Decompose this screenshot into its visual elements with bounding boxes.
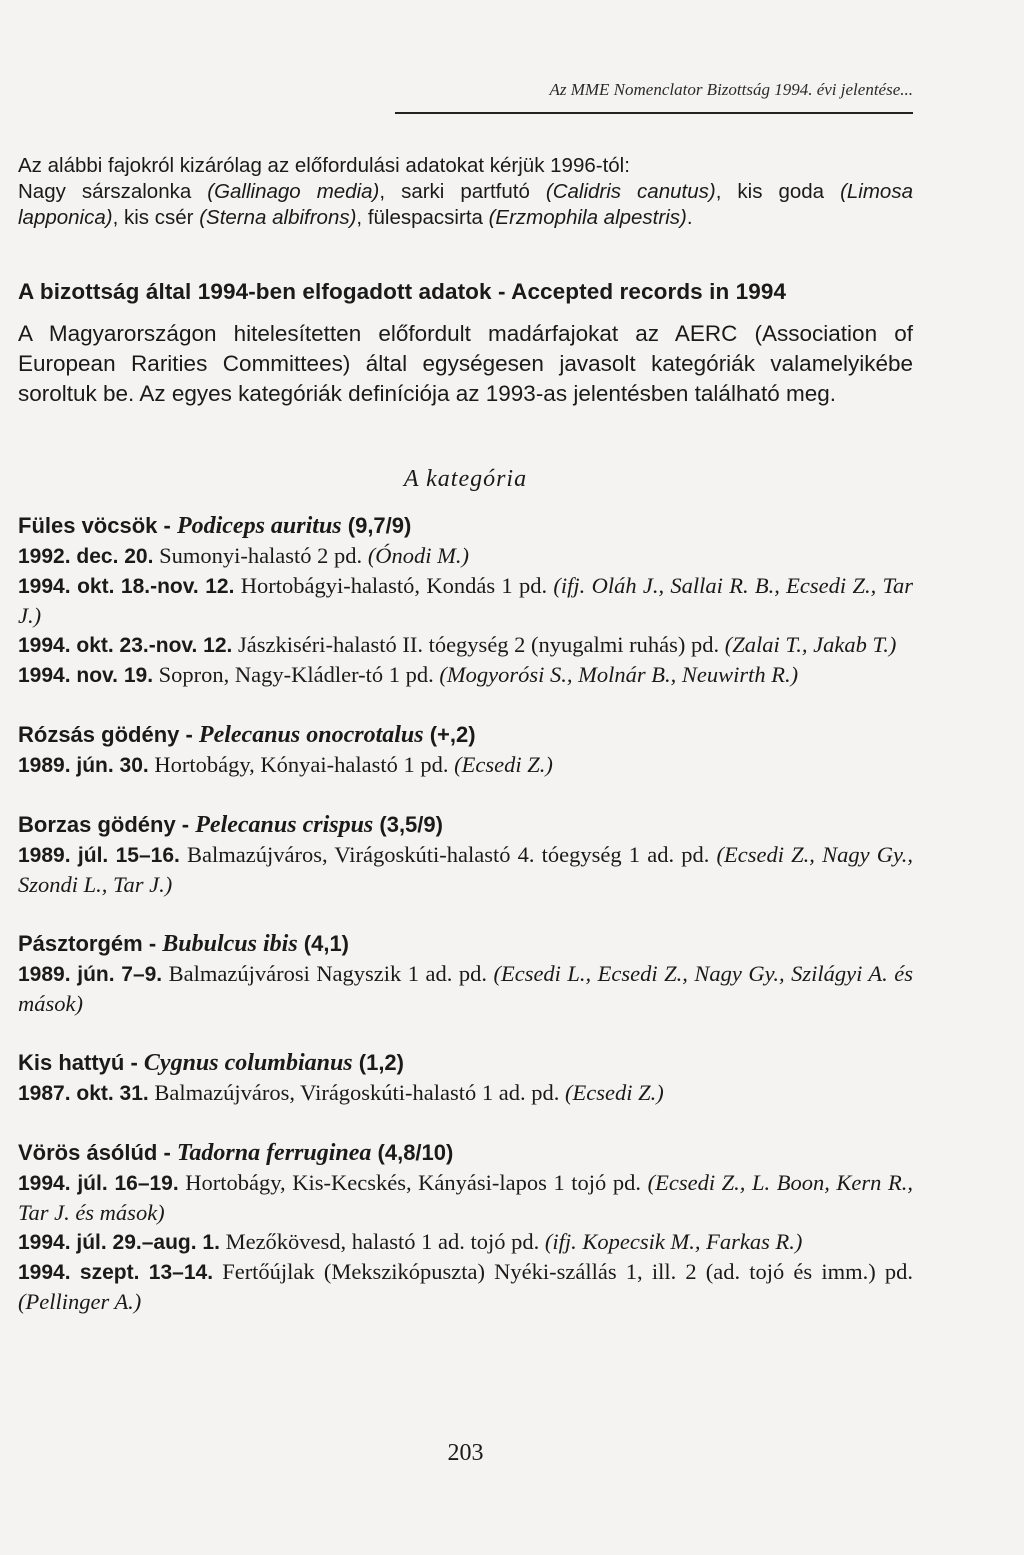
record-observers: (Zalai T., Jakab T.) [724, 632, 897, 657]
record-entry [18, 840, 913, 899]
record-observers: (Ecsedi Z., Nagy Gy., Szondi L., Tar J.) [18, 842, 913, 897]
record-date: 1994. okt. 23.-nov. 12. [18, 634, 233, 657]
record-date: 1994. júl. 29.–aug. 1. [18, 1231, 220, 1254]
species-records [18, 511, 913, 1346]
record-date: 1994. okt. 18.-nov. 12. [18, 575, 235, 598]
species-count: (4,1) [297, 931, 350, 956]
intro-species-name: kis csér [124, 206, 200, 229]
page-number: 203 [447, 1440, 484, 1466]
record-entry [18, 571, 913, 630]
intro-species-latin: (Sterna albifrons) [199, 206, 357, 229]
intro-species-name: fülespacsirta [367, 206, 489, 229]
record-observers: (Ecsedi L., Ecsedi Z., Nagy Gy., Szilágyi A. és mások) [18, 961, 913, 1016]
section-paragraph: A Magyarországon hitelesítetten előfordult madárfajokat az AERC (Association of European Rarities Committees) által egységesen javasolt kategóriák valamelyikébe soroltuk be. Az egyes kategóriák definíciója az 1993-as jelentésben található meg. [18, 321, 913, 406]
species-heading [18, 1048, 913, 1078]
species-latin: Cygnus columbianus [143, 1050, 353, 1076]
separator: , [715, 180, 738, 203]
species-heading [18, 1138, 913, 1168]
species-latin: Podiceps auritus [176, 513, 342, 539]
record-place: Jászkiséri-halastó II. tóegység 2 (nyugalmi ruhás) pd. [232, 632, 725, 657]
section-title: A bizottság által 1994-ben elfogadott adatok - Accepted records in 1994 [18, 279, 787, 304]
record-date: 1994. szept. 13–14. [18, 1261, 214, 1284]
record-date: 1994. júl. 16–19. [18, 1172, 179, 1195]
species-heading [18, 511, 913, 541]
record-place: Hortobágyi-halastó, Kondás 1 pd. [234, 573, 554, 598]
species-count: (3,5/9) [373, 812, 443, 837]
separator: , [356, 206, 368, 229]
record-observers: (Mogyorósi S., Molnár B., Neuwirth R.) [439, 662, 799, 687]
record-place: Hortobágy, Kónyai-halastó 1 pd. [148, 752, 455, 777]
species-block [18, 1138, 913, 1316]
species-count: (1,2) [352, 1050, 404, 1075]
record-observers: (Ecsedi Z.) [565, 1080, 664, 1105]
species-name: Pásztorgém - [18, 931, 163, 956]
species-count: (+,2) [423, 722, 476, 747]
separator: . [686, 206, 693, 229]
record-date: 1989. jún. 7–9. [18, 963, 163, 986]
species-name: Füles vöcsök - [18, 513, 177, 538]
record-entry [18, 959, 913, 1018]
record-date: 1994. nov. 19. [18, 664, 154, 687]
record-observers: (Ecsedi Z.) [454, 752, 553, 777]
species-name: Rózsás gödény - [18, 722, 199, 747]
record-date: 1987. okt. 31. [18, 1082, 149, 1105]
record-observers: (ifj. Oláh J., Sallai R. B., Ecsedi Z., Tar J.) [18, 573, 913, 628]
species-count: (4,8/10) [371, 1140, 454, 1165]
species-block [18, 720, 913, 780]
separator: , [379, 180, 402, 203]
record-entry [18, 1168, 913, 1227]
record-date: 1989. júl. 15–16. [18, 844, 180, 867]
intro-species-latin: (Erzmophila alpestris) [488, 206, 687, 229]
species-block [18, 511, 913, 690]
record-place: Fertőújlak (Mekszikópuszta) Nyéki-szállás 1, ill. 2 (ad. tojó és imm.) pd. [213, 1259, 913, 1284]
record-observers: (ifj. Kopecsik M., Farkas R.) [544, 1229, 803, 1254]
record-date: 1992. dec. 20. [18, 545, 154, 568]
record-observers: (Ónodi M.) [367, 543, 470, 568]
species-name: Kis hattyú - [18, 1050, 144, 1075]
species-latin: Bubulcus ibis [162, 931, 298, 957]
species-count: (9,7/9) [341, 513, 412, 538]
species-heading [18, 929, 913, 959]
intro-species-latin: (Calidris canutus) [545, 180, 716, 203]
record-place: Balmazújvárosi Nagyszik 1 ad. pd. [162, 961, 494, 986]
species-name: Vörös ásólúd - [18, 1140, 177, 1165]
record-place: Sopron, Nagy-Kládler-tó 1 pd. [153, 662, 440, 687]
species-latin: Pelecanus onocrotalus [198, 722, 424, 748]
intro-species-name: Nagy sárszalonka [18, 180, 208, 203]
record-place: Balmazújváros, Virágoskúti-halastó 1 ad. pd. [148, 1080, 566, 1105]
intro-species-latin: (Gallinago media) [207, 180, 380, 203]
record-place: Sumonyi-halastó 2 pd. [153, 543, 368, 568]
record-entry [18, 750, 913, 780]
record-entry [18, 1078, 913, 1108]
record-observers: (Pellinger A.) [18, 1289, 142, 1314]
intro-paragraph [18, 153, 913, 231]
record-place: Hortobágy, Kis-Kecskés, Kányási-lapos 1 tojó pd. [178, 1170, 648, 1195]
header-rule [395, 112, 913, 114]
intro-species-name: kis goda [737, 180, 841, 203]
species-name: Borzas gödény - [18, 812, 196, 837]
species-latin: Pelecanus crispus [195, 812, 374, 838]
species-block [18, 1048, 913, 1108]
species-latin: Tadorna ferruginea [176, 1140, 372, 1166]
category-title: A kategória [403, 466, 528, 492]
species-block [18, 929, 913, 1018]
record-place: Mezőkövesd, halastó 1 ad. tojó pd. [219, 1229, 545, 1254]
species-heading [18, 720, 913, 750]
species-block [18, 810, 913, 899]
intro-line: Az alábbi fajokról kizárólag az előfordulási adatokat kérjük 1996-tól: [18, 154, 630, 177]
record-entry [18, 1227, 913, 1257]
running-header: Az MME Nomenclator Bizottság 1994. évi jelentése... [549, 80, 913, 99]
intro-species-list [18, 180, 913, 229]
record-observers: (Ecsedi Z., L. Boon, Kern R., Tar J. és mások) [18, 1170, 913, 1225]
record-entry [18, 541, 913, 571]
species-heading [18, 810, 913, 840]
record-entry [18, 630, 913, 660]
separator: , [112, 206, 124, 229]
intro-species-name: sarki partfutó [401, 180, 546, 203]
record-place: Balmazújváros, Virágoskúti-halastó 4. tóegység 1 ad. pd. [179, 842, 717, 867]
record-entry [18, 1257, 913, 1316]
intro-species-latin: (Limosa lapponica) [18, 180, 913, 229]
record-date: 1989. jún. 30. [18, 754, 149, 777]
record-entry [18, 660, 913, 690]
